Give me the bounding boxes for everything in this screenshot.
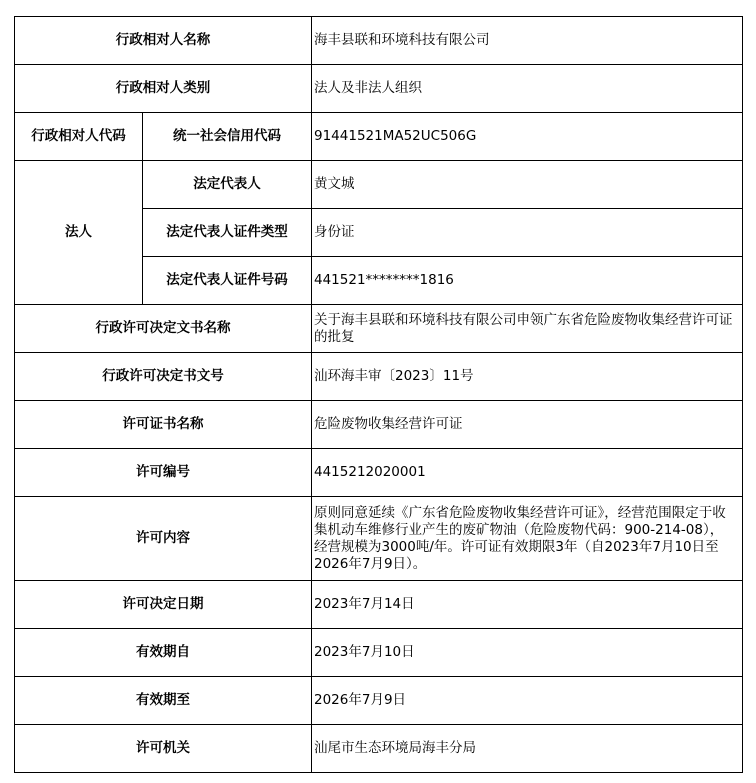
- row-valid-to: [15, 677, 743, 725]
- row-party-type: [15, 65, 743, 113]
- license-info-table: [14, 16, 743, 773]
- party-code-label: 行政相对人代码: [15, 113, 143, 161]
- license-no-label: 许可编号: [15, 449, 312, 497]
- row-party-code: [15, 113, 743, 161]
- authority-label: 许可机关: [15, 725, 312, 773]
- row-license-content: [15, 497, 743, 581]
- license-name-value: 危险废物收集经营许可证: [312, 401, 743, 449]
- license-content-value: 原则同意延续《广东省危险废物收集经营许可证》，经营范围限定于收集机动车维修行业产生的废矿物油（危险废物代码：900-214-08），经营规模为3000吨/年。许可证有效期限3年（自2023年7月10日至2026年7月9日）。: [312, 497, 743, 581]
- row-decision-doc-name: [15, 305, 743, 353]
- row-valid-from: [15, 629, 743, 677]
- row-decision-date: [15, 581, 743, 629]
- valid-to-value: 2026年7月9日: [312, 677, 743, 725]
- credit-code-value: 91441521MA52UC506G: [312, 113, 743, 161]
- legal-rep-id-type-label: 法定代表人证件类型: [143, 209, 312, 257]
- row-license-name: [15, 401, 743, 449]
- party-name-label: 行政相对人名称: [15, 17, 312, 65]
- decision-doc-no-label: 行政许可决定书文号: [15, 353, 312, 401]
- license-content-label: 许可内容: [15, 497, 312, 581]
- party-name-value: 海丰县联和环境科技有限公司: [312, 17, 743, 65]
- decision-doc-name-value: 关于海丰县联和环境科技有限公司申领广东省危险废物收集经营许可证的批复: [312, 305, 743, 353]
- legal-rep-value: 黄文城: [312, 161, 743, 209]
- decision-date-label: 许可决定日期: [15, 581, 312, 629]
- row-legal-rep: [15, 161, 743, 209]
- decision-doc-no-value: 汕环海丰审〔2023〕11号: [312, 353, 743, 401]
- legal-rep-id-type-value: 身份证: [312, 209, 743, 257]
- row-decision-doc-no: [15, 353, 743, 401]
- legal-rep-id-number-label: 法定代表人证件号码: [143, 257, 312, 305]
- valid-from-value: 2023年7月10日: [312, 629, 743, 677]
- authority-value: 汕尾市生态环境局海丰分局: [312, 725, 743, 773]
- legal-rep-label: 法定代表人: [143, 161, 312, 209]
- license-name-label: 许可证书名称: [15, 401, 312, 449]
- valid-from-label: 有效期自: [15, 629, 312, 677]
- row-party-name: [15, 17, 743, 65]
- decision-doc-name-label: 行政许可决定文书名称: [15, 305, 312, 353]
- legal-rep-id-number-value: 441521********1816: [312, 257, 743, 305]
- valid-to-label: 有效期至: [15, 677, 312, 725]
- credit-code-label: 统一社会信用代码: [143, 113, 312, 161]
- party-type-value: 法人及非法人组织: [312, 65, 743, 113]
- row-license-no: [15, 449, 743, 497]
- party-type-label: 行政相对人类别: [15, 65, 312, 113]
- license-no-value: 4415212020001: [312, 449, 743, 497]
- row-authority: [15, 725, 743, 773]
- decision-date-value: 2023年7月14日: [312, 581, 743, 629]
- legal-person-label: 法人: [15, 161, 143, 305]
